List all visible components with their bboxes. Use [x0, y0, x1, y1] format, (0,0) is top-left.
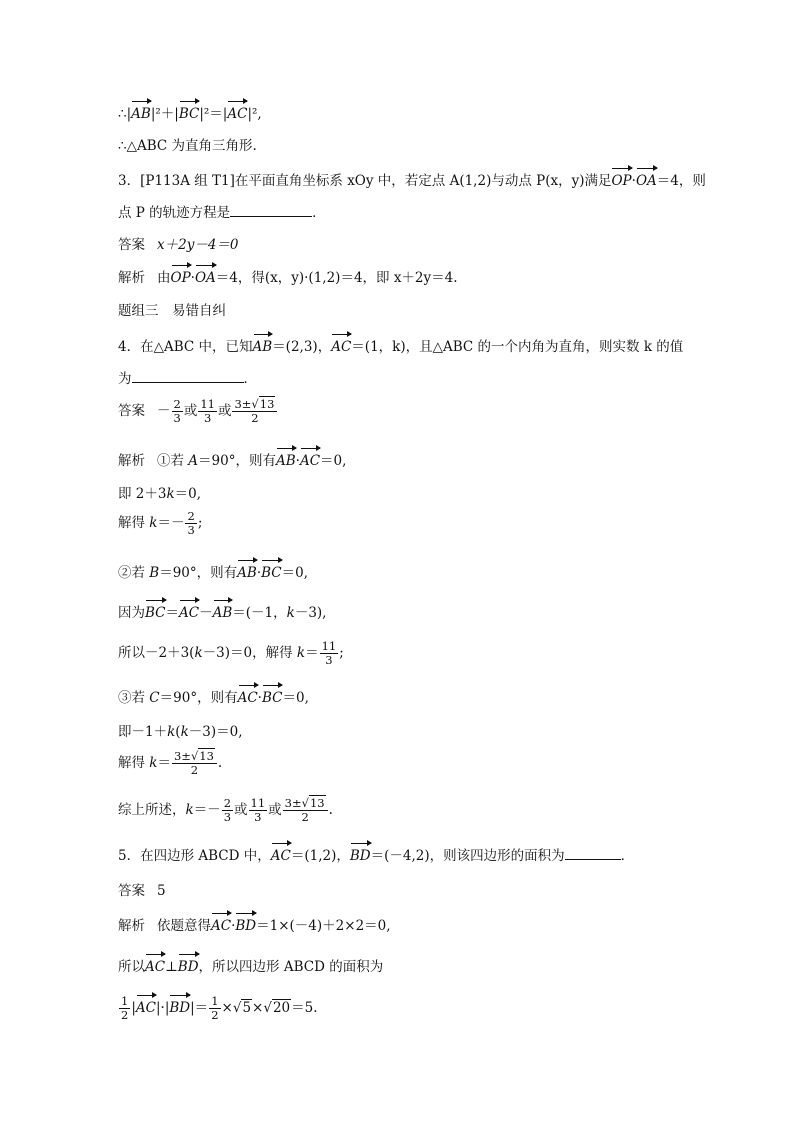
q5-answer-value: 5: [157, 883, 166, 899]
vector-ac: AC: [299, 453, 321, 469]
q4-stem-end: ．: [243, 371, 257, 387]
q5-stem-end: ．: [620, 848, 635, 864]
vector-ab: AB: [237, 565, 257, 581]
group-title: 题组三 易错自纠: [118, 303, 226, 319]
fraction: $\frac{11}{3}$: [250, 796, 266, 824]
vector-oa: OA: [635, 173, 657, 189]
answer-blank: [565, 859, 621, 860]
q3-stem-text2: 点 P 的轨迹方程是: [118, 205, 231, 221]
q3-stem-end: ．: [312, 205, 326, 221]
vector-bc: BC: [178, 106, 200, 122]
q4-stem-c: ＝(1，k)，且△ABC 的一个内角为直角，则实数 k 的值: [351, 339, 684, 355]
answer-label: 答案: [118, 403, 145, 419]
fraction: $\frac{2}{3}$: [223, 796, 232, 824]
vector-ac: AC: [211, 918, 232, 934]
q4-summary: 综上所述，k＝－ $\frac{2}{3}$ 或 $\frac{11}{3}$ 或 $\frac{3\pm√13}{2}$ .: [118, 796, 333, 824]
vector-ac: AC: [179, 605, 200, 621]
explanation-label: 解析: [118, 918, 145, 934]
fraction: $\frac{2}{3}$: [173, 397, 181, 425]
vector-bd: BD: [235, 918, 257, 934]
q4-stem-a: 4．在△ABC 中，已知: [118, 339, 253, 355]
q4-stem-text2: 为: [118, 371, 132, 387]
q5-jx1: 解析 依题意得AC·BD＝1×(－4)＋2×2＝0,: [118, 918, 391, 934]
q3-stem-tail: ＝4，则: [656, 173, 706, 189]
q4-stem-line2: [118, 369, 257, 389]
q4-answer: 答案 － $\frac{2}{3}$ 或 $\frac{11}{3}$ 或 $\frac{3\pm√13}{2}$: [118, 398, 278, 425]
q3-answer: [118, 235, 239, 255]
q5-stem: 5．在四边形 ABCD 中，AC＝(1,2)，BD＝(－4,2)，则该四边形的面积为 ．: [118, 848, 635, 864]
q3-stem-line1: 3．[P113A 组 T1]在平面直角坐标系 xOy 中，若定点 A(1,2)与动点 P(x，y)满足OP·OA＝4，则: [118, 173, 706, 189]
vector-ab: AB: [252, 339, 273, 355]
q3-jx-tail: ＝4，得(x，y)·(1,2)＝4，即 x＋2y＝4.: [215, 270, 458, 286]
q4-stem-line1: [118, 337, 683, 357]
vector-bd: BD: [177, 959, 199, 975]
vector-ac: AC: [135, 1000, 156, 1016]
vector-ac: AC: [270, 848, 291, 864]
vector-bc: BC: [145, 605, 166, 621]
answer-label: 答案: [118, 237, 145, 253]
q4-sol3: 解得 k＝ $\frac{3\pm√13}{2}$ .: [118, 749, 223, 777]
q4-sol1: 解得 k＝－ $\frac{2}{3}$ ;: [118, 509, 203, 537]
explanation-label: 解析: [118, 453, 145, 469]
q4-bc: 因为BC＝AC－AB＝(－1，k－3),: [118, 605, 327, 621]
q3-explanation: 解析 由OP·OA＝4，得(x，y)·(1,2)＝4，即 x＋2y＝4.: [118, 270, 458, 286]
answer-blank: [230, 216, 312, 217]
fraction: $\frac{11}{3}$: [200, 397, 215, 425]
vector-op: OP: [611, 173, 632, 189]
q4-case3: ③若 C＝90°，则有AC·BC＝0,: [118, 690, 309, 706]
q4-eq3: 即－1＋k(k－3)＝0,: [118, 724, 243, 740]
fraction: $\frac{3\pm√13}{2}$: [172, 750, 217, 777]
q4-sol2: 所以－2＋3(k－3)＝0，解得 k＝ $\frac{11}{3}$ ;: [118, 639, 344, 667]
vector-op: OP: [170, 270, 191, 286]
q3-jx-text: 由: [157, 270, 171, 286]
vector-ac: AC: [237, 690, 258, 706]
q5-jx3: $\frac{1}{2}$ |AC|·|BD|＝ $\frac{1}{2}$ ×√5×√20＝5.: [121, 994, 318, 1022]
fraction: $\frac{1}{2}$: [211, 994, 219, 1022]
vector-bc: BC: [261, 690, 283, 706]
q4-stem-b: ＝(2,3)，: [272, 339, 332, 355]
vector-bd: BD: [169, 1000, 191, 1016]
fraction: $\frac{1}{2}$: [121, 994, 129, 1022]
line-vector-sum: ∴|AB|²＋|BC|²＝|AC|²,: [118, 106, 262, 122]
q4-case1: 解析 ①若 A＝90°，则有AB·AC＝0,: [118, 453, 347, 469]
fraction: $\frac{2}{3}$: [187, 509, 195, 537]
vector-ab: AB: [275, 453, 296, 469]
answer-label: 答案: [118, 883, 145, 899]
vector-ab: AB: [212, 605, 233, 621]
q5-answer: [118, 881, 166, 901]
fraction: $\frac{3\pm√13}{2}$: [283, 797, 328, 824]
vector-ac: AC: [227, 106, 248, 122]
vector-ac: AC: [331, 339, 352, 355]
vector-bc: BC: [261, 565, 282, 581]
vector-ab: AB: [131, 106, 151, 122]
q3-stem-text: 3．[P113A 组 T1]在平面直角坐标系 xOy 中，若定点 A(1,2)与动点 P(x，y)满足: [118, 173, 612, 189]
vector-bd: BD: [349, 848, 371, 864]
q4-case2: ②若 B＝90°，则有AB·BC＝0,: [118, 565, 309, 581]
line-right-triangle: ∴△ABC 为直角三角形.: [118, 138, 257, 154]
vector-ac: AC: [145, 959, 166, 975]
answer-blank: [132, 382, 244, 383]
fraction: $\frac{11}{3}$: [321, 639, 337, 667]
vector-oa: OA: [194, 270, 216, 286]
q3-stem-line2: [118, 203, 326, 223]
explanation-label: 解析: [118, 270, 145, 286]
q4-eq1: 即 2＋3k＝0,: [118, 486, 202, 502]
q5-jx2: 所以AC⊥BD，所以四边形 ABCD 的面积为: [118, 959, 384, 975]
q3-answer-value: x＋2y－4＝0: [157, 237, 239, 253]
fraction: $\frac{3\pm√13}{2}$: [232, 398, 277, 425]
